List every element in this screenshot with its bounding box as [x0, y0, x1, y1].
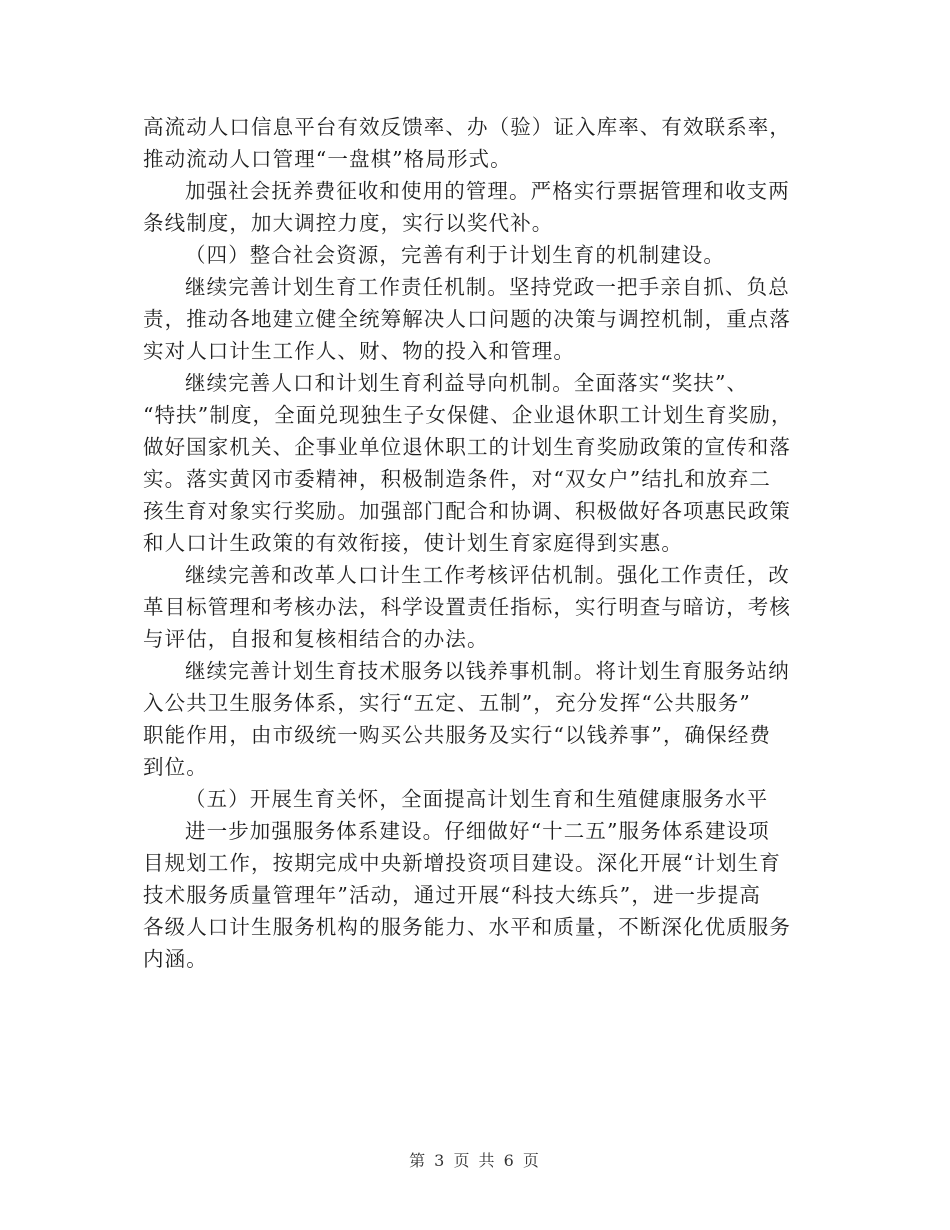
paragraph-line: 与评估，自报和复核相结合的办法。	[143, 627, 489, 651]
paragraph-6	[143, 655, 813, 783]
paragraph-line: 进一步加强服务体系建设。仔细做好“十二五”服务体系建设项	[185, 819, 770, 843]
paragraph-line: 加强社会抚养费征收和使用的管理。严格实行票据管理和收支两	[185, 179, 790, 203]
paragraph-line: 继续完善人口和计划生育利益导向机制。全面落实“奖扶”、	[185, 371, 749, 395]
section-heading-5	[143, 783, 813, 815]
paragraph-line: 继续完善和改革人口计生工作考核评估机制。强化工作责任，改	[185, 563, 790, 587]
section-heading-4	[143, 239, 813, 271]
paragraph-line: 孩生育对象实行奖励。加强部门配合和协调、积极做好各项惠民政策	[143, 499, 791, 523]
paragraph-line: 目规划工作，按期完成中央新增投资项目建设。深化开展“计划生育	[143, 851, 781, 875]
paragraph-4	[143, 367, 813, 559]
paragraph-line: 革目标管理和考核办法，科学设置责任指标，实行明查与暗访，考核	[143, 595, 791, 619]
heading-line: （四）整合社会资源，完善有利于计划生育的机制建设。	[185, 243, 725, 267]
paragraph-line: 实。落实黄冈市委精神，积极制造条件，对“双女户”结扎和放弃二	[143, 467, 771, 491]
paragraph-line: 内涵。	[143, 947, 208, 971]
paragraph-line: 和人口计生政策的有效衔接，使计划生育家庭得到实惠。	[143, 531, 683, 555]
paragraph-line: 做好国家机关、企事业单位退休职工的计划生育奖励政策的宣传和落	[143, 435, 791, 459]
paragraph-5	[143, 559, 813, 655]
paragraph-line: “特扶”制度，全面兑现独生子女保健、企业退休职工计划生育奖励，	[143, 403, 793, 427]
paragraph-line: 高流动人口信息平台有效反馈率、办（验）证入库率、有效联系率，	[143, 115, 791, 139]
paragraph-7	[143, 815, 813, 975]
heading-line: （五）开展生育关怀，全面提高计划生育和生殖健康服务水平	[185, 787, 769, 811]
paragraph-line: 技术服务质量管理年”活动，通过开展“科技大练兵”，进一步提高	[143, 883, 761, 907]
document-body	[143, 111, 813, 975]
page-number-footer: 第 3 页 共 6 页	[409, 1151, 541, 1170]
paragraph-line: 继续完善计划生育技术服务以钱养事机制。将计划生育服务站纳	[185, 659, 790, 683]
paragraph-line: 到位。	[143, 755, 208, 779]
paragraph-line: 条线制度，加大调控力度，实行以奖代补。	[143, 211, 554, 235]
paragraph-line: 继续完善计划生育工作责任机制。坚持党政一把手亲自抓、负总	[185, 275, 790, 299]
paragraph-line: 责，推动各地建立健全统筹解决人口问题的决策与调控机制，重点落	[143, 307, 791, 331]
paragraph-line: 推动流动人口管理“一盘棋”格局形式。	[143, 147, 512, 171]
paragraph-line: 入公共卫生服务体系，实行“五定、五制”，充分发挥“公共服务”	[143, 691, 751, 715]
paragraph-line: 各级人口计生服务机构的服务能力、水平和质量，不断深化优质服务	[143, 915, 791, 939]
paragraph-line: 职能作用，由市级统一购买公共服务及实行“以钱养事”，确保经费	[143, 723, 771, 747]
paragraph-2	[143, 175, 813, 239]
paragraph-3	[143, 271, 813, 367]
paragraph-1	[143, 111, 813, 175]
paragraph-line: 实对人口计生工作人、财、物的投入和管理。	[143, 339, 575, 363]
